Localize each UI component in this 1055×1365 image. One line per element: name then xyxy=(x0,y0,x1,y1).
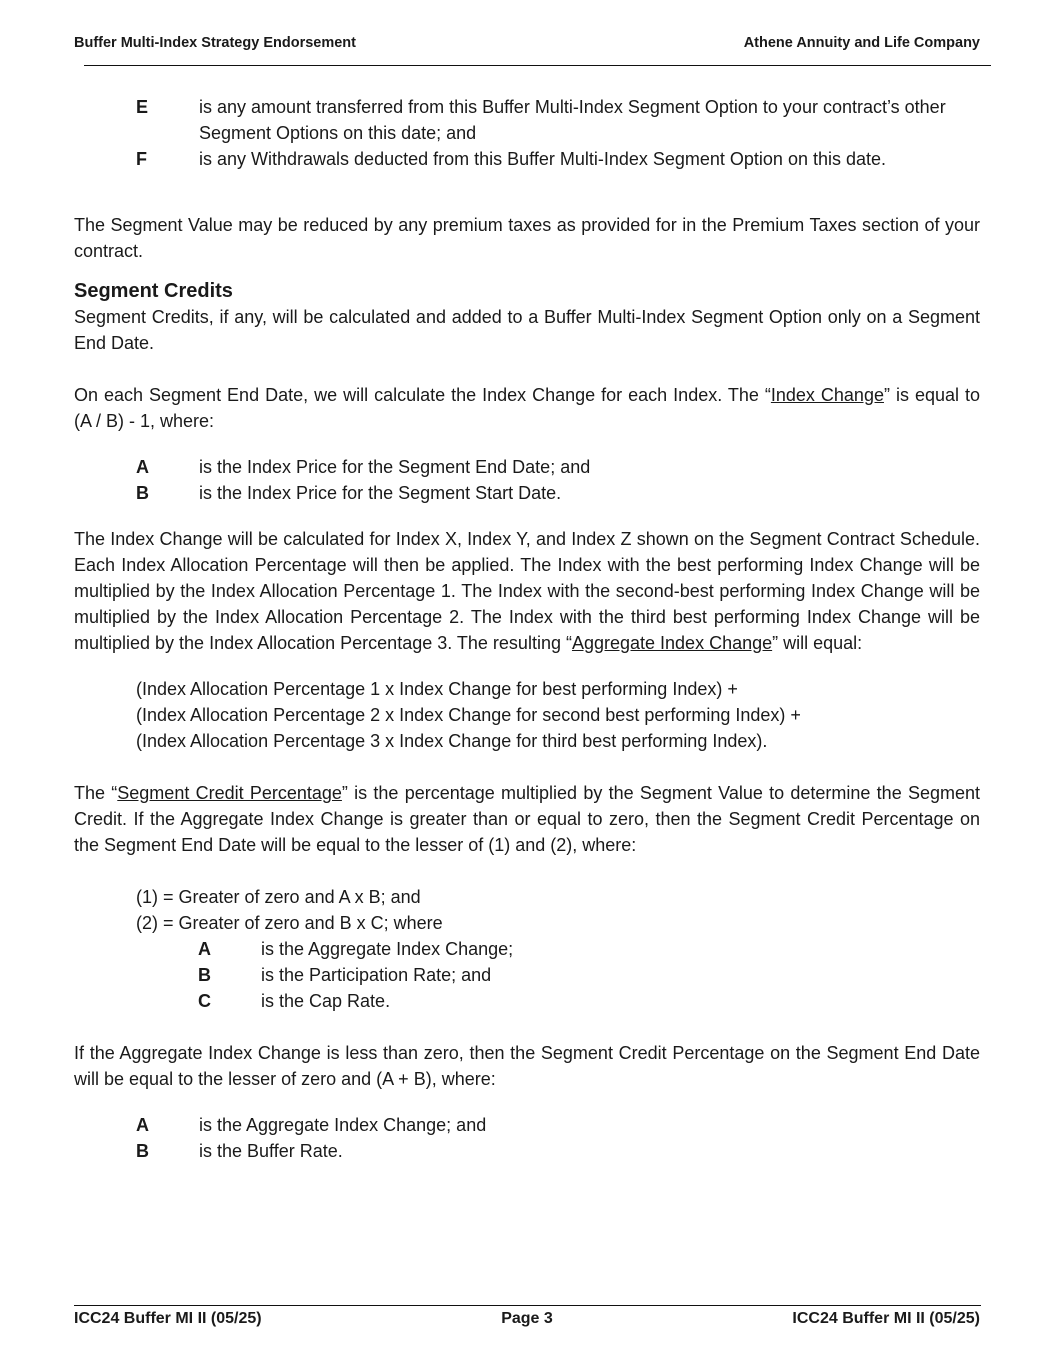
definition-item xyxy=(74,146,980,172)
definition-key: A xyxy=(198,939,211,959)
definition-text: is the Cap Rate. xyxy=(261,991,391,1011)
formula-line: (Index Allocation Percentage 2 x Index Change for second best performing Index) + xyxy=(136,705,801,725)
segment-credits-paragraph: Segment Credits, if any, will be calculated and added to a Buffer Multi-Index Segment Option only on a Segment End Date. xyxy=(74,307,980,353)
definition-item xyxy=(74,988,980,1014)
condition-line: (2) = Greater of zero and B x C; where xyxy=(136,913,443,933)
header-divider xyxy=(84,65,991,66)
defined-term-index-change: Index Change xyxy=(770,385,884,405)
definition-text: is the Participation Rate; and xyxy=(261,965,492,985)
page-number: Page 3 xyxy=(501,1310,553,1327)
header-document-title: Buffer Multi-Index Strategy Endorsement xyxy=(74,35,356,51)
definition-key: B xyxy=(198,965,211,985)
definition-key: C xyxy=(198,991,211,1011)
definition-text: is any Withdrawals deducted from this Buffer Multi-Index Segment Option on this date. xyxy=(199,149,887,169)
definition-key: A xyxy=(136,457,149,477)
definition-text: is the Index Price for the Segment Start Date. xyxy=(199,483,562,503)
definition-key: B xyxy=(136,483,149,503)
footer-form-number-right: ICC24 Buffer MI II (05/25) xyxy=(792,1310,980,1327)
definition-key: A xyxy=(136,1115,149,1135)
aggregate-formula xyxy=(74,676,980,754)
definition-text: is the Buffer Rate. xyxy=(199,1141,343,1161)
segment-credit-percentage-paragraph: The “Segment Credit Percentage” is the percentage multiplied by the Segment Value to determine the Segment Credit. If the Aggregate Index Change is greater than or equal to zero, then the Segment Credit Percentage on the Segment End Date will be equal to the lesser of (1) and (2), where: xyxy=(74,783,981,855)
definition-item xyxy=(74,454,980,480)
footer-form-number-left: ICC24 Buffer MI II (05/25) xyxy=(74,1310,262,1327)
definition-text: is the Aggregate Index Change; xyxy=(261,939,514,959)
formula-line: (Index Allocation Percentage 1 x Index Change for best performing Index) + xyxy=(136,679,738,699)
index-change-paragraph: On each Segment End Date, we will calculate the Index Change for each Index. The “Index Change” is equal to (A / B) - 1, where: xyxy=(74,385,980,431)
condition-list xyxy=(74,884,980,936)
formula-line: (Index Allocation Percentage 3 x Index Change for third best performing Index). xyxy=(136,731,768,751)
header-company-name: Athene Annuity and Life Company xyxy=(743,35,980,51)
definition-item xyxy=(74,1138,980,1164)
definition-text: is any amount transferred from this Buffer Multi-Index Segment Option to your contract’s other Segment Options on this date; and xyxy=(199,97,946,143)
definition-text: is the Aggregate Index Change; and xyxy=(199,1115,487,1135)
negative-change-paragraph: If the Aggregate Index Change is less than zero, then the Segment Credit Percentage on the Segment End Date will be equal to the lesser of zero and (A + B), where: xyxy=(74,1043,980,1089)
definition-item xyxy=(74,480,980,506)
footer-divider xyxy=(74,1305,981,1306)
defined-term-aggregate-index-change: Aggregate Index Change xyxy=(571,633,773,653)
section-heading-segment-credits: Segment Credits xyxy=(74,280,233,302)
condition-line: (1) = Greater of zero and A x B; and xyxy=(136,887,421,907)
definition-key: E xyxy=(136,97,149,117)
definition-item xyxy=(74,1112,980,1138)
premium-taxes-paragraph: The Segment Value may be reduced by any premium taxes as provided for in the Premium Taxes section of your contract. xyxy=(74,215,980,261)
definition-item xyxy=(74,962,980,988)
definition-text: is the Index Price for the Segment End Date; and xyxy=(199,457,591,477)
definition-key: B xyxy=(136,1141,149,1161)
aggregate-index-paragraph: The Index Change will be calculated for Index X, Index Y, and Index Z shown on the Segment Contract Schedule. Each Index Allocation Percentage will then be applied. The Index with the best performing Index Change will be multiplied by the Index Allocation Percentage 1. The Index with the second-best performing Index Change will be multiplied by the Index Allocation Percentage 2. The Index with the third best performing Index Change will be multiplied by the Index Allocation Percentage 3. The resulting “Aggregate Index Change” will equal: xyxy=(74,529,980,653)
definition-item xyxy=(74,94,980,146)
page-header xyxy=(74,35,980,55)
defined-term-segment-credit-percentage: Segment Credit Percentage xyxy=(117,783,342,803)
page-footer xyxy=(74,1310,980,1330)
document-body xyxy=(74,94,980,1164)
definition-item xyxy=(74,936,980,962)
definition-key: F xyxy=(136,149,147,169)
